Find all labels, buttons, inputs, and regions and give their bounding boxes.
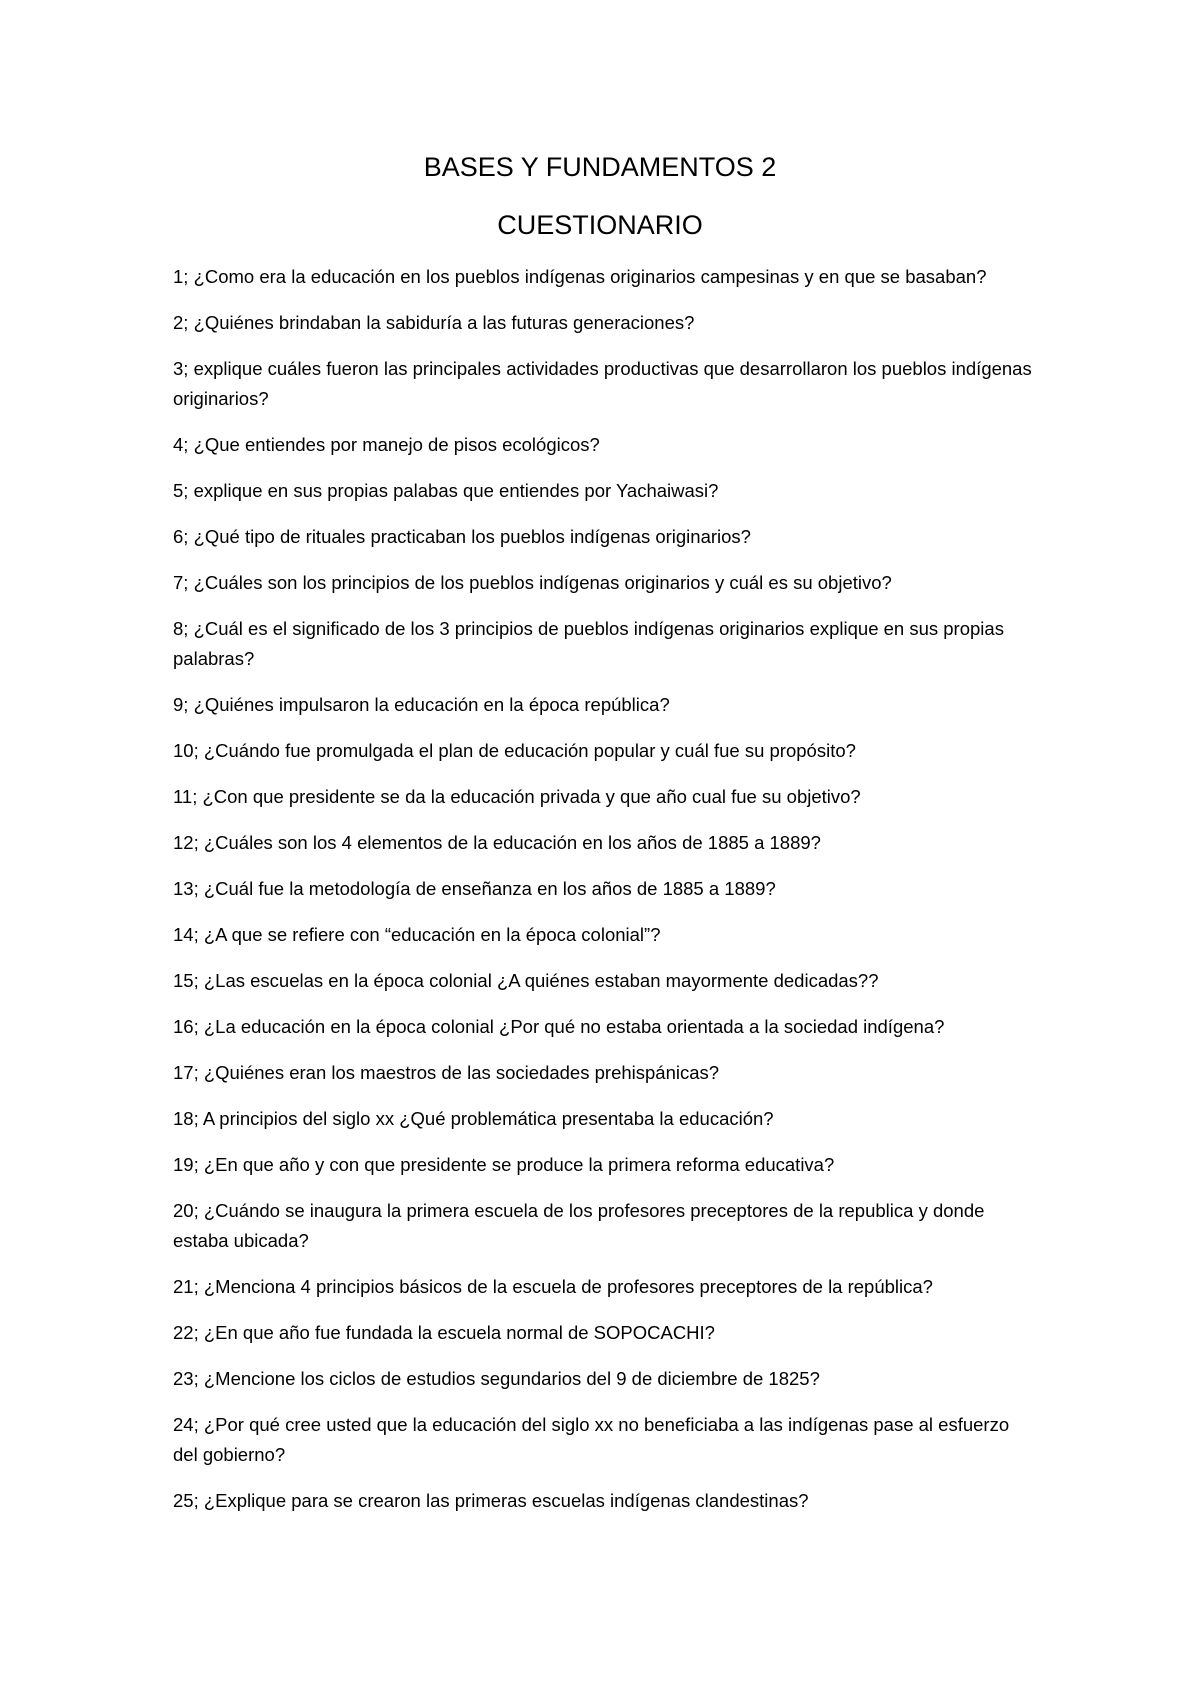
question-1: 1; ¿Como era la educación en los pueblos indígenas originarios campesinas y en que se basaban? xyxy=(173,266,987,287)
question-20: 20; ¿Cuándo se inaugura la primera escuela de los profesores preceptores de la republica y donde estaba ubicada? xyxy=(173,1200,985,1251)
question-5: 5; explique en sus propias palabas que entiendes por Yachaiwasi? xyxy=(173,480,719,501)
question-25: 25; ¿Explique para se crearon las primeras escuelas indígenas clandestinas? xyxy=(173,1490,809,1511)
question-18: 18; A principios del siglo xx ¿Qué problemática presentaba la educación? xyxy=(173,1108,774,1129)
question-7: 7; ¿Cuáles son los principios de los pueblos indígenas originarios y cuál es su objetivo? xyxy=(173,572,892,593)
question-4: 4; ¿Que entiendes por manejo de pisos ecológicos? xyxy=(173,434,600,455)
question-21: 21; ¿Menciona 4 principios básicos de la escuela de profesores preceptores de la república? xyxy=(173,1276,933,1297)
question-13: 13; ¿Cuál fue la metodología de enseñanza en los años de 1885 a 1889? xyxy=(173,878,776,899)
question-list xyxy=(173,262,1033,1532)
question-14: 14; ¿A que se refiere con “educación en la época colonial”? xyxy=(173,924,661,945)
question-19: 19; ¿En que año y con que presidente se produce la primera reforma educativa? xyxy=(173,1154,835,1175)
question-15: 15; ¿Las escuelas en la época colonial ¿A quiénes estaban mayormente dedicadas?? xyxy=(173,970,879,991)
question-3: 3; explique cuáles fueron las principales actividades productivas que desarrollaron los pueblos indígenas originarios? xyxy=(173,358,1032,409)
question-6: 6; ¿Qué tipo de rituales practicaban los pueblos indígenas originarios? xyxy=(173,526,751,547)
document-title: BASES Y FUNDAMENTOS 2 xyxy=(423,152,777,182)
question-17: 17; ¿Quiénes eran los maestros de las sociedades prehispánicas? xyxy=(173,1062,720,1083)
question-2: 2; ¿Quiénes brindaban la sabiduría a las futuras generaciones? xyxy=(173,312,695,333)
question-10: 10; ¿Cuándo fue promulgada el plan de educación popular y cuál fue su propósito? xyxy=(173,740,856,761)
question-12: 12; ¿Cuáles son los 4 elementos de la educación en los años de 1885 a 1889? xyxy=(173,832,821,853)
document-subtitle: CUESTIONARIO xyxy=(497,210,703,240)
question-16: 16; ¿La educación en la época colonial ¿Por qué no estaba orientada a la sociedad indígena? xyxy=(173,1016,945,1037)
question-9: 9; ¿Quiénes impulsaron la educación en la época república? xyxy=(173,694,670,715)
question-22: 22; ¿En que año fue fundada la escuela normal de SOPOCACHI? xyxy=(173,1322,715,1343)
question-24: 24; ¿Por qué cree usted que la educación del siglo xx no beneficiaba a las indígenas pase al esfuerzo del gobierno? xyxy=(173,1414,1010,1465)
question-23: 23; ¿Mencione los ciclos de estudios segundarios del 9 de diciembre de 1825? xyxy=(173,1368,820,1389)
question-11: 11; ¿Con que presidente se da la educación privada y que año cual fue su objetivo? xyxy=(173,786,861,807)
question-8: 8; ¿Cuál es el significado de los 3 principios de pueblos indígenas originarios explique en sus propias palabras? xyxy=(173,618,1004,669)
